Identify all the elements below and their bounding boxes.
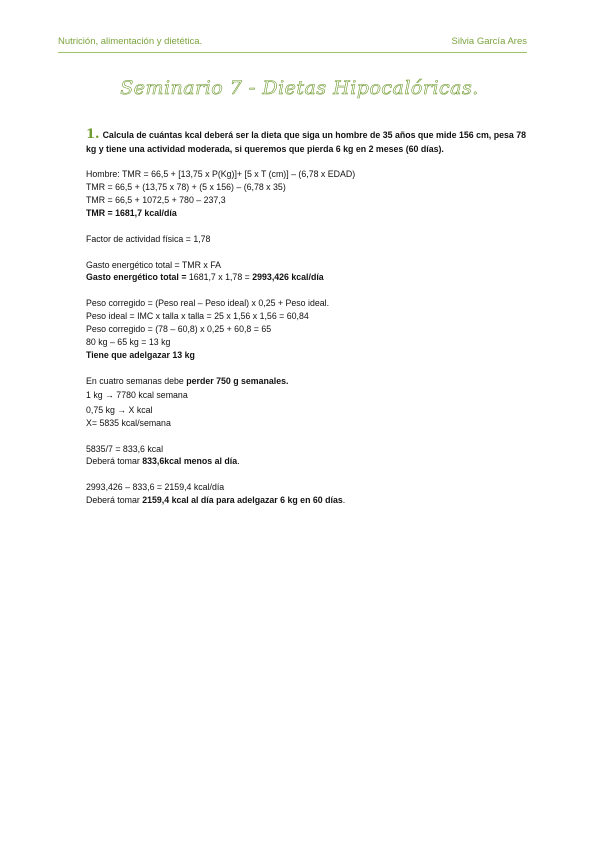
peso-diff: 80 kg – 65 kg = 13 kg: [86, 337, 171, 348]
tmr-result: TMR = 1681,7 kcal/día: [86, 207, 177, 218]
peso-corregido-formula: Peso corregido = (Peso real – Peso ideal) x 0,25 + Peso ideal.: [86, 298, 330, 309]
semanas-block: [86, 375, 529, 430]
question-number: 1.: [86, 127, 100, 142]
tmr-substitution: TMR = 66,5 + (13,75 x 78) + (5 x 156) – (6,78 x 35): [86, 181, 286, 192]
factor-block: [86, 233, 529, 246]
gasto-result-label: Gasto energético total =: [86, 272, 189, 283]
diario-calc: 5835/7 = 833,6 kcal: [86, 443, 164, 454]
semanas-result: X= 5835 kcal/semana: [86, 417, 171, 428]
header-divider: [58, 52, 527, 53]
gasto-result-calc: 1681,7 x 1,78 =: [188, 272, 253, 283]
gasto-formula: Gasto energético total = TMR x FA: [86, 259, 222, 270]
final-conclusion-bold: 2159,4 kcal al día para adelgazar 6 kg en 60 días: [142, 495, 343, 506]
peso-corregido-calc: Peso corregido = (78 – 60,8) x 0,25 + 60,8 = 65: [86, 324, 272, 335]
final-block: [86, 481, 529, 507]
diario-conclusion-period: .: [237, 456, 240, 467]
peso-block: [86, 297, 529, 362]
semanas-intro: [86, 375, 529, 388]
final-conclusion-period: .: [342, 495, 346, 506]
page-header: [58, 36, 527, 47]
document-body: [86, 128, 529, 520]
final-calc: 2993,426 – 833,6 = 2159,4 kcal/día: [86, 482, 225, 493]
semanas-intro-bold: perder 750 g semanales.: [186, 375, 289, 386]
page-title: Seminario 7 - Dietas Hipocalóricas.: [120, 77, 479, 99]
tmr-formula: Hombre: TMR = 66,5 + [13,75 x P(Kg)]+ [5 x T (cm)] – (6,78 x EDAD): [86, 169, 356, 179]
tmr-partial: TMR = 66,5 + 1072,5 + 780 – 237,3: [86, 194, 226, 205]
final-conclusion-text: Deberá tomar: [86, 495, 143, 506]
gasto-block: [86, 259, 529, 285]
diario-conclusion-bold: 833,6kcal menos al día: [142, 456, 238, 467]
tmr-block: [86, 168, 529, 220]
factor-line: Factor de actividad física = 1,78: [86, 233, 211, 244]
semanas-ratio: 1 kg → 7780 kcal semana: [86, 390, 188, 401]
question-text: Calcula de cuántas kcal deberá ser la dieta que siga un hombre de 35 años que mide 156 cm, pesa 78 kg y tiene una actividad moderada, si queremos que pierda 6 kg en 2 meses (60 días).: [86, 130, 526, 154]
diario-conclusion-text: Deberá tomar: [86, 456, 143, 467]
diario-conclusion: [86, 455, 529, 468]
gasto-result-value: 2993,426 kcal/día: [252, 272, 324, 283]
peso-conclusion: Tiene que adelgazar 13 kg: [86, 349, 195, 360]
gasto-result: [86, 271, 529, 284]
peso-ideal-line: Peso ideal = IMC x talla x talla = 25 x 1,56 x 1,56 = 60,84: [86, 311, 309, 322]
diario-block: [86, 443, 529, 469]
header-course: Nutrición, alimentación y dietética.: [58, 36, 203, 47]
question-statement: [86, 128, 529, 156]
header-author: Silvia García Ares: [451, 36, 527, 47]
semanas-intro-text: En cuatro semanas debe: [86, 375, 187, 386]
semanas-proportion: 0,75 kg → X kcal: [86, 404, 153, 415]
final-conclusion: [86, 494, 529, 507]
